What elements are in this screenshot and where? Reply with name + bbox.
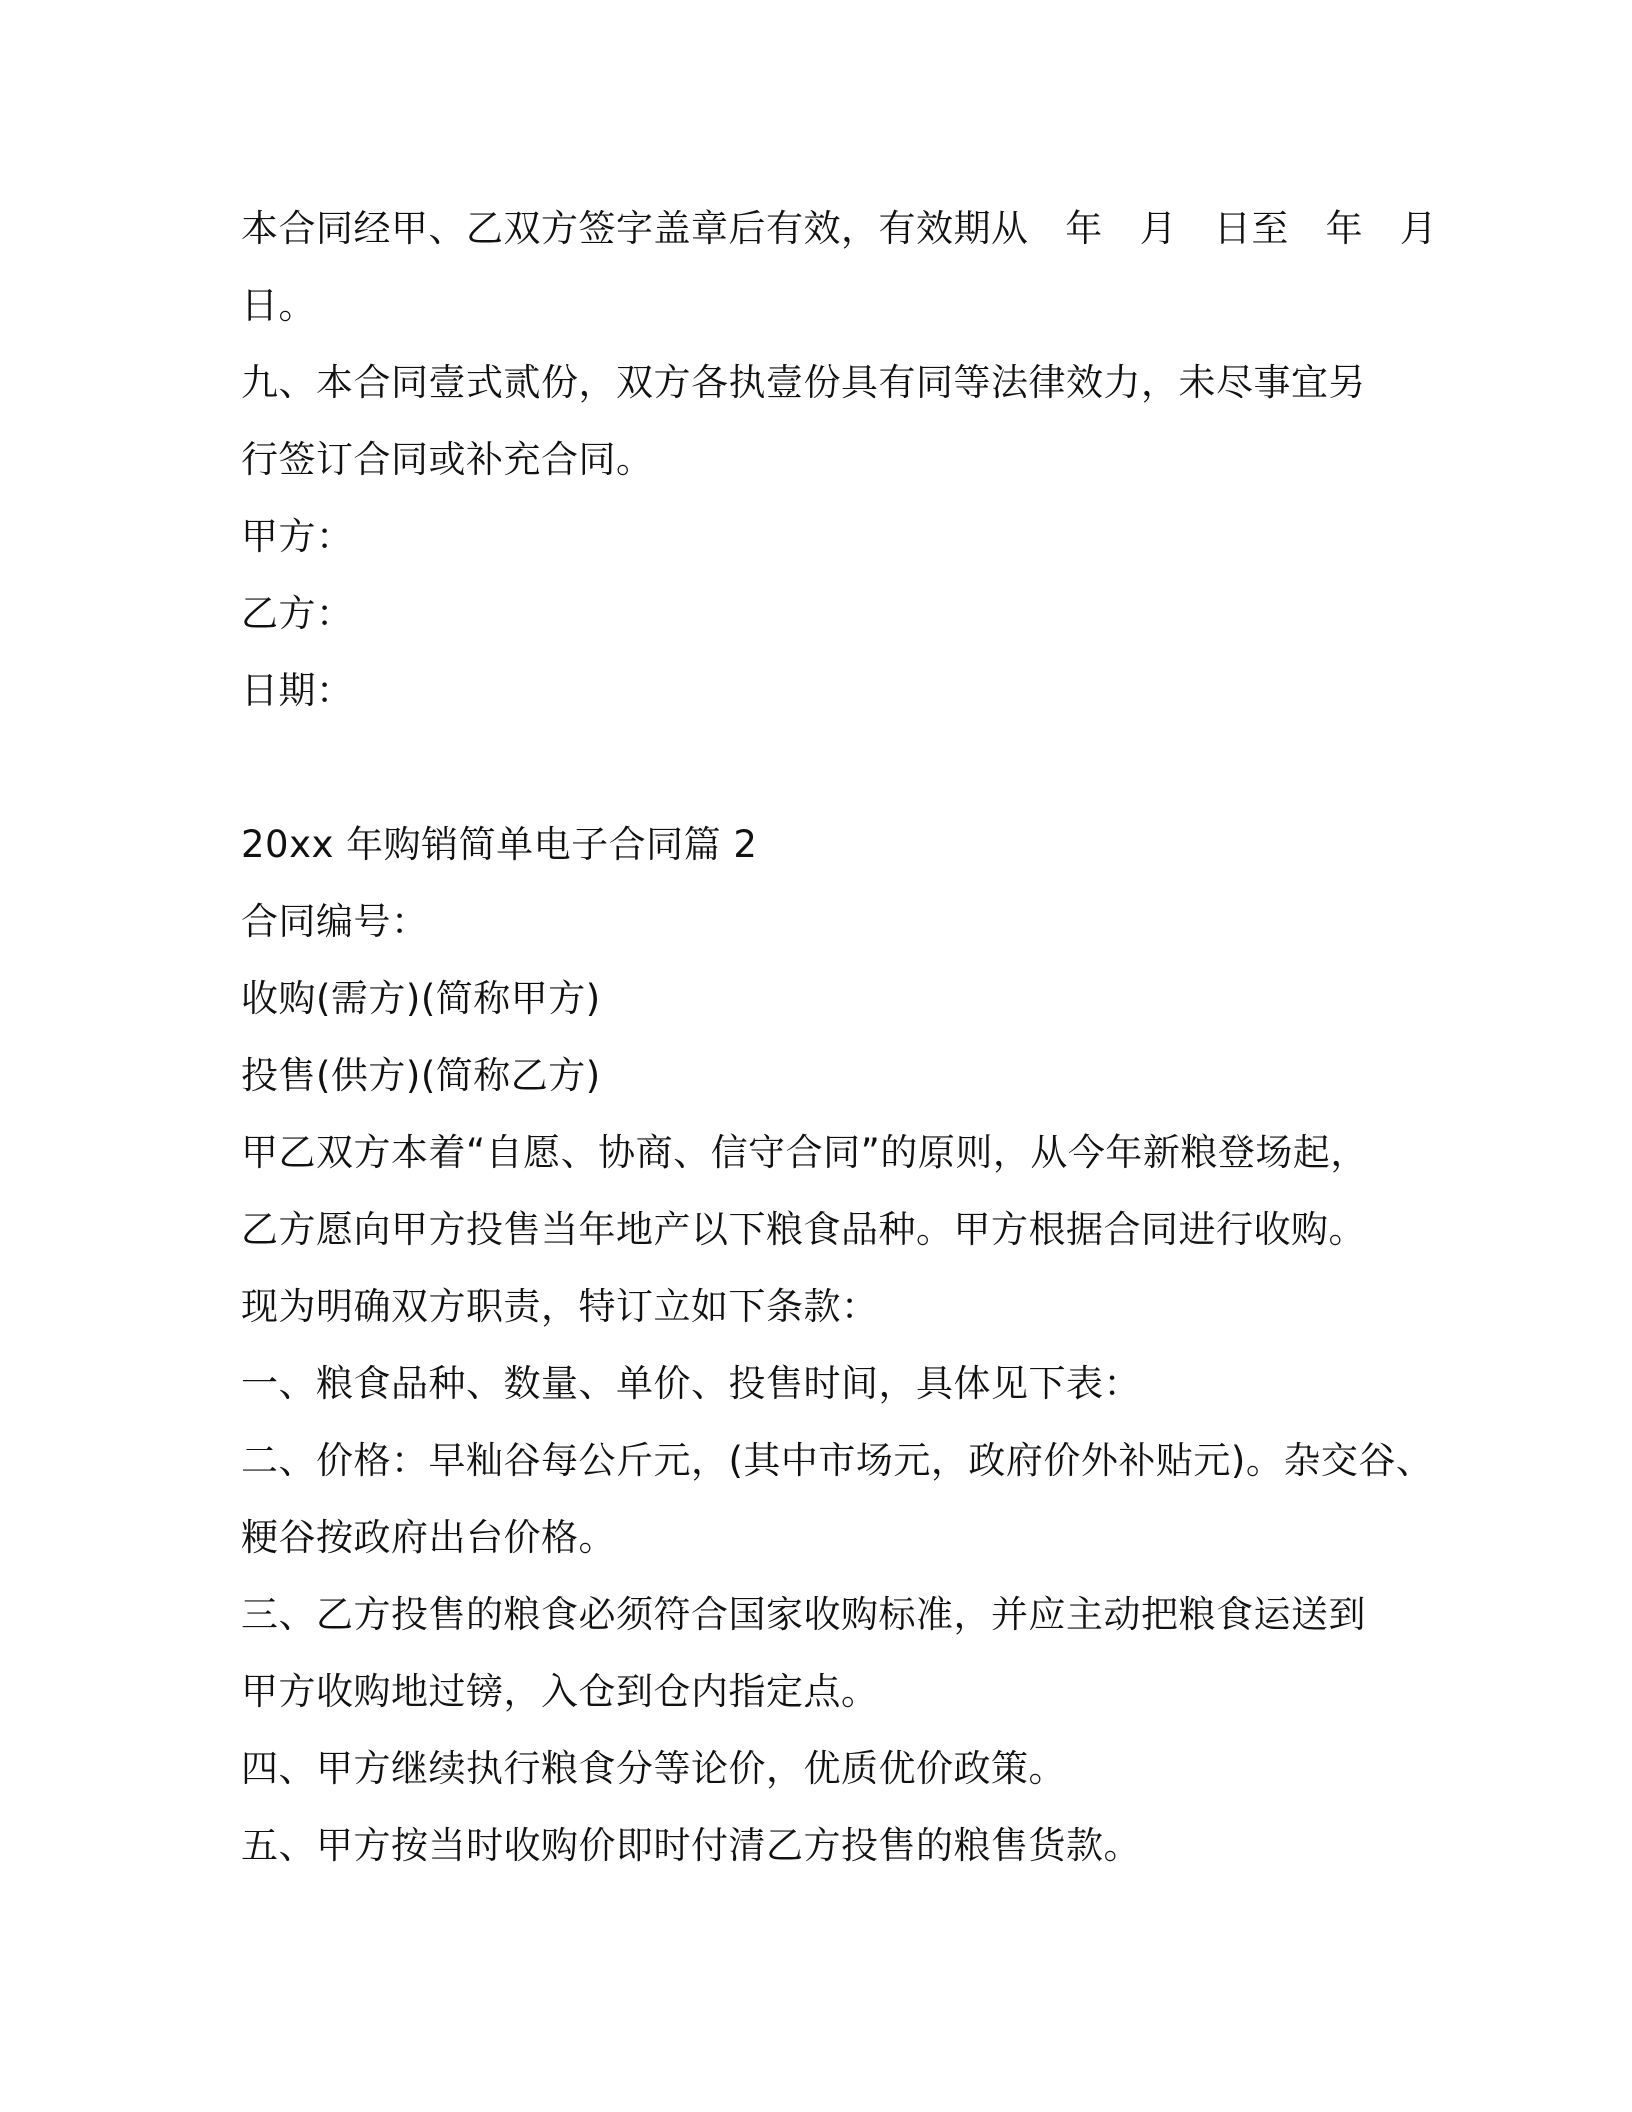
preamble-line-3: 现为明确双方职责，特订立如下条款： <box>241 1285 879 1328</box>
section-gap <box>241 729 1421 806</box>
clause-two-line-2: 粳谷按政府出台价格。 <box>241 1516 616 1559</box>
clause-three-line-1: 三、乙方投售的粮食必须符合国家收购标准，并应主动把粮食运送到 <box>241 1593 1366 1636</box>
section-title: 20xx 年购销简单电子合同篇 2 <box>241 823 758 866</box>
clause-one: 一、粮食品种、数量、单价、投售时间，具体见下表： <box>241 1362 1141 1405</box>
validity-clause-line-1: 本合同经甲、乙双方签字盖章后有效，有效期从 年 月 日至 年 月 <box>241 207 1438 250</box>
clause-three-line-2: 甲方收购地过镑，入仓到仓内指定点。 <box>241 1670 879 1713</box>
party-b-signature: 乙方： <box>241 592 354 635</box>
party-a-signature: 甲方： <box>241 515 354 558</box>
seller-line: 投售(供方)(简称乙方) <box>241 1054 601 1097</box>
clause-nine-line-2: 行签订合同或补充合同。 <box>241 438 654 481</box>
validity-clause-line-2: 日。 <box>241 284 316 327</box>
preamble-line-2: 乙方愿向甲方投售当年地产以下粮食品种。甲方根据合同进行收购。 <box>241 1208 1366 1251</box>
clause-four: 四、甲方继续执行粮食分等论价，优质优价政策。 <box>241 1747 1066 1790</box>
date-field: 日期： <box>241 669 354 712</box>
preamble-line-1: 甲乙双方本着“自愿、协商、信守合同”的原则，从今年新粮登场起， <box>241 1131 1368 1174</box>
buyer-line: 收购(需方)(简称甲方) <box>241 977 601 1020</box>
clause-nine-line-1: 九、本合同壹式贰份，双方各执壹份具有同等法律效力，未尽事宜另 <box>241 361 1366 404</box>
document-body <box>241 190 1438 1884</box>
clause-two-line-1: 二、价格：早籼谷每公斤元，(其中市场元，政府价外补贴元)。杂交谷、 <box>241 1439 1434 1482</box>
clause-five: 五、甲方按当时收购价即时付清乙方投售的粮售货款。 <box>241 1824 1141 1867</box>
contract-number: 合同编号： <box>241 900 429 943</box>
